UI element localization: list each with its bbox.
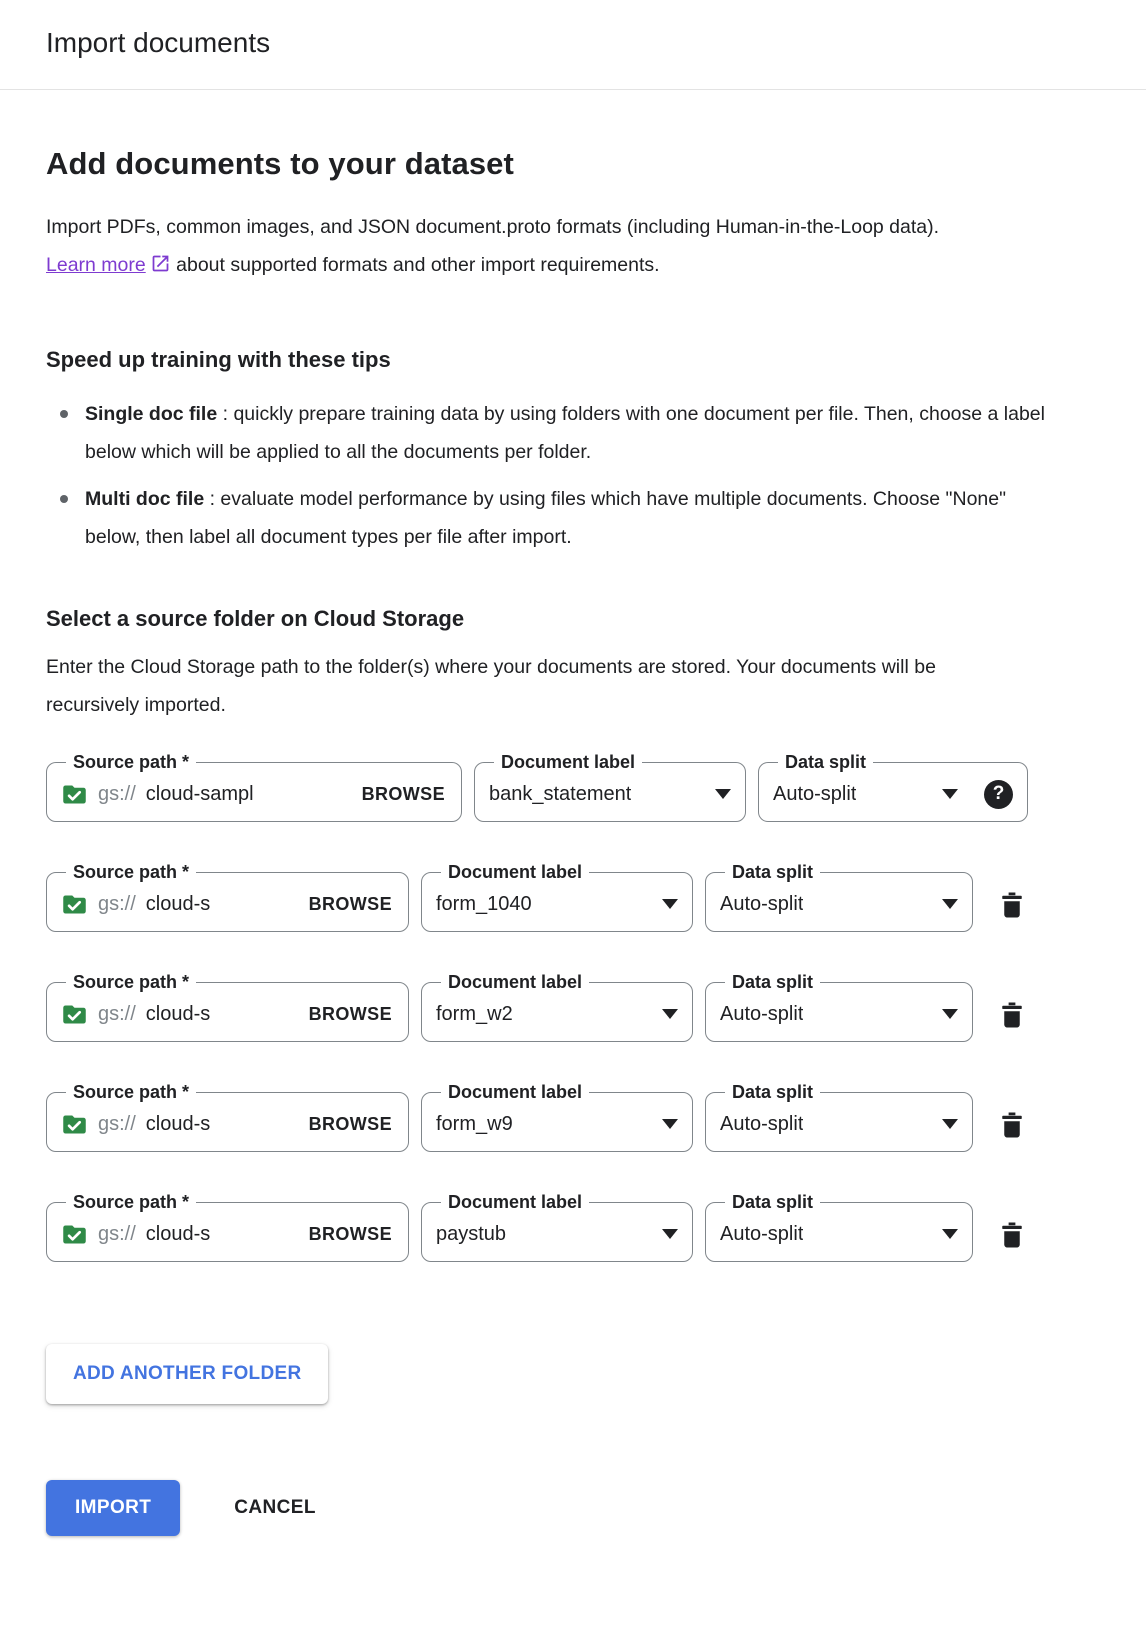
source-path-field[interactable] (46, 1082, 409, 1152)
document-label-label: Document label (448, 972, 583, 992)
data-split-select[interactable] (705, 1082, 973, 1152)
source-path-field[interactable] (46, 972, 409, 1042)
document-label-value: paystub (436, 1222, 507, 1245)
trash-icon (997, 1128, 1027, 1143)
dropdown-arrow-icon (662, 899, 678, 909)
folder-row (46, 1082, 1100, 1152)
document-label-label: Document label (448, 862, 583, 882)
data-split-select[interactable] (705, 1192, 973, 1262)
help-icon[interactable]: ? (984, 780, 1013, 809)
dialog-title: Import documents (0, 0, 1146, 90)
tip-label: Multi doc file (85, 488, 205, 510)
document-label-label: Document label (448, 1082, 583, 1102)
folder-check-icon (61, 1221, 88, 1248)
document-label-select[interactable] (421, 862, 693, 932)
folder-check-icon (61, 1111, 88, 1138)
document-label-select[interactable] (421, 1192, 693, 1262)
source-path-field[interactable] (46, 862, 409, 932)
folder-check-icon (61, 1001, 88, 1028)
browse-button[interactable]: BROWSE (307, 1000, 394, 1029)
tips-heading: Speed up training with these tips (46, 347, 391, 372)
delete-row-button[interactable] (995, 998, 1029, 1035)
delete-row-button[interactable] (995, 1218, 1029, 1255)
data-split-label: Data split (732, 1082, 814, 1102)
document-label-select[interactable] (474, 752, 746, 822)
gs-prefix: gs:// (98, 1222, 136, 1245)
dialog-actions (46, 1480, 1100, 1536)
source-path-label: Source path * (73, 1192, 190, 1212)
page-title: Add documents to your dataset (46, 146, 514, 181)
gs-prefix: gs:// (98, 1002, 136, 1025)
import-button[interactable]: IMPORT (46, 1480, 180, 1536)
bullet-dot (60, 495, 68, 503)
tip-label: Single doc file (85, 403, 218, 425)
tips-list (46, 395, 1100, 556)
external-link-icon (150, 249, 171, 287)
gs-prefix: gs:// (98, 1112, 136, 1135)
folder-row (46, 972, 1100, 1042)
data-split-value: Auto-split (720, 1222, 804, 1245)
delete-row-button[interactable] (995, 888, 1029, 925)
dropdown-arrow-icon (662, 1119, 678, 1129)
folder-check-icon (61, 891, 88, 918)
browse-button[interactable]: BROWSE (360, 780, 447, 809)
trash-icon (997, 1238, 1027, 1253)
data-split-value: Auto-split (720, 1002, 804, 1025)
source-path-label: Source path * (73, 972, 190, 992)
add-another-folder-button[interactable]: ADD ANOTHER FOLDER (46, 1344, 328, 1404)
source-path-label: Source path * (73, 752, 190, 772)
tip-item (46, 395, 1056, 471)
intro-paragraph (46, 208, 1038, 287)
import-form (46, 752, 1100, 1262)
data-split-label: Data split (732, 972, 814, 992)
dropdown-arrow-icon (942, 789, 958, 799)
data-split-value: Auto-split (720, 892, 804, 915)
dropdown-arrow-icon (662, 1229, 678, 1239)
data-split-select[interactable] (758, 752, 1028, 822)
delete-row-button[interactable] (995, 1108, 1029, 1145)
data-split-label: Data split (732, 862, 814, 882)
source-path-input[interactable]: cloud-sampl (145, 782, 254, 805)
dialog-body (0, 90, 1146, 1584)
document-label-label: Document label (448, 1192, 583, 1212)
trash-icon (997, 908, 1027, 923)
source-path-input[interactable]: cloud-s (145, 1222, 211, 1245)
source-path-input[interactable]: cloud-s (145, 1112, 211, 1135)
source-path-field[interactable] (46, 752, 462, 822)
source-path-label: Source path * (73, 862, 190, 882)
source-path-input[interactable]: cloud-s (145, 892, 211, 915)
document-label-value: form_1040 (436, 892, 532, 915)
data-split-value: Auto-split (720, 1112, 804, 1135)
intro-text-after: about supported formats and other import requirements. (170, 254, 660, 276)
dropdown-arrow-icon (942, 1119, 958, 1129)
browse-button[interactable]: BROWSE (307, 1220, 394, 1249)
document-label-value: bank_statement (489, 782, 632, 805)
data-split-select[interactable] (705, 862, 973, 932)
document-label-value: form_w9 (436, 1112, 513, 1135)
document-label-select[interactable] (421, 972, 693, 1042)
tip-item (46, 480, 1056, 556)
data-split-label: Data split (732, 1192, 814, 1212)
trash-icon (997, 1018, 1027, 1033)
folder-check-icon (61, 781, 88, 808)
intro-text-before: Import PDFs, common images, and JSON document.proto formats (including Human-in-the-Loop data). (46, 216, 940, 238)
dropdown-arrow-icon (942, 1229, 958, 1239)
source-path-input[interactable]: cloud-s (145, 1002, 211, 1025)
document-label-value: form_w2 (436, 1002, 513, 1025)
data-split-label: Data split (785, 752, 867, 772)
dropdown-arrow-icon (942, 899, 958, 909)
dropdown-arrow-icon (662, 1009, 678, 1019)
tip-body: : evaluate model performance by using files which have multiple documents. Choose "None" below, then label all document types per file after import. (85, 488, 1007, 548)
gs-prefix: gs:// (98, 782, 136, 805)
bullet-dot (60, 410, 68, 418)
learn-more-label: Learn more (46, 254, 146, 276)
document-label-label: Document label (501, 752, 636, 772)
folder-row (46, 1192, 1100, 1262)
folder-row (46, 752, 1100, 822)
document-label-select[interactable] (421, 1082, 693, 1152)
browse-button[interactable]: BROWSE (307, 1110, 394, 1139)
source-section-heading: Select a source folder on Cloud Storage (46, 606, 465, 631)
dropdown-arrow-icon (715, 789, 731, 799)
gs-prefix: gs:// (98, 892, 136, 915)
tip-text (85, 480, 1056, 556)
data-split-select[interactable] (705, 972, 973, 1042)
dropdown-arrow-icon (942, 1009, 958, 1019)
learn-more-link[interactable] (46, 254, 171, 276)
cancel-button[interactable]: CANCEL (226, 1487, 324, 1529)
data-split-value: Auto-split (773, 782, 857, 805)
tip-body: : quickly prepare training data by using folders with one document per file. Then, choose a label below which will be applied to all the documents per folder. (85, 403, 1045, 463)
source-section-description: Enter the Cloud Storage path to the folder(s) where your documents are stored. Your documents will be recursively imported. (46, 656, 936, 716)
browse-button[interactable]: BROWSE (307, 890, 394, 919)
folder-row (46, 862, 1100, 932)
source-path-label: Source path * (73, 1082, 190, 1102)
source-path-field[interactable] (46, 1192, 409, 1262)
tip-text (85, 395, 1056, 471)
